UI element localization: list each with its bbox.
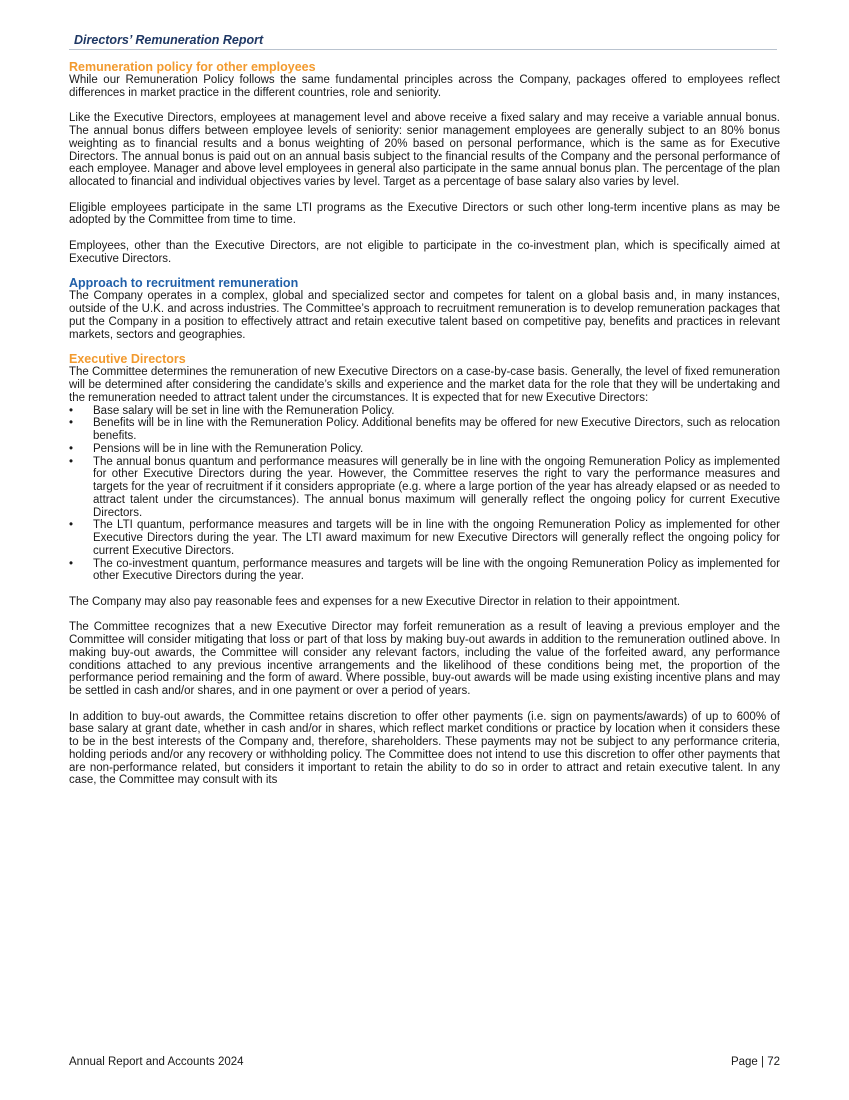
- heading-recruitment: Approach to recruitment remuneration: [69, 276, 299, 291]
- footer-report-name: Annual Report and Accounts 2024: [69, 1056, 244, 1068]
- paragraph: Eligible employees participate in the same LTI programs as the Executive Directors or such other long-term incentive plans as may be adopted by the Committee from time to time.: [69, 201, 780, 227]
- list-item: • Pensions will be in line with the Remuneration Policy.: [69, 442, 364, 455]
- list-item: • Benefits will be in line with the Remuneration Policy. Additional benefits may be offered for new Executive Directors, such as relocation benefits.: [69, 417, 780, 442]
- paragraph: The Company operates in a complex, global and specialized sector and competes for talent on a global basis and, in many instances, outside of the U.K. and across industries. The Committee’s approach to recruitment remuneration is to develop remuneration packages that put the Company in a position to effectively attract and retain executive talent based on competitive pay, benefits and practices in relevant markets, sectors and geographies.: [69, 290, 780, 341]
- paragraph: Like the Executive Directors, employees at management level and above receive a fixed salary and may receive a variable annual bonus. The annual bonus differs between employee levels of seniority: senior management employees are generally subject to an 80% bonus weighting as to financial results and a bonus weighting of 20% based on personal performance, which is the same as for Executive Directors. The annual bonus is paid out on an annual basis subject to the financial results of the Company and the personal performance of each employee. Manager and above level employees in general also participate in the same annual bonus plan. The percentage of the plan allocated to financial and individual objectives varies by level. Target as a percentage of base salary also varies by level.: [69, 112, 780, 188]
- page-number: Page | 72: [730, 1056, 780, 1068]
- bullet-icon: •: [69, 404, 74, 417]
- paragraph: While our Remuneration Policy follows the same fundamental principles across the Company, packages offered to employees reflect differences in market practice in the different countries, role and seniority.: [69, 74, 780, 99]
- page-header: [69, 32, 777, 50]
- bullet-icon: •: [69, 455, 74, 468]
- paragraph: The Committee recognizes that a new Executive Director may forfeit remuneration as a result of leaving a previous employer and the Committee will consider mitigating that loss or part of that loss by making buy-out awards in addition to the remuneration outlined above. In making buy-out awards, the Committee will consider any relevant factors, including the value of the forfeited award, any performance conditions attached to any previous incentive arrangements and the likelihood of these conditions being met, the proportion of the performance period remaining and the form of award. Where possible, buy-out awards will be made using existing incentive plans and may be settled in cash and/or shares, and in one payment or over a period of years.: [69, 621, 780, 697]
- paragraph: In addition to buy-out awards, the Committee retains discretion to offer other payments (i.e. sign on payments/awards) of up to 600% of base salary at grant date, whether in cash and/or in shares, which reflect market conditions or practice by location when it considers these to be in the best interests of the Company and, therefore, shareholders. These payments may not be subject to any performance criteria, holding periods and/or any recovery or withholding policy. The Committee does not intend to use this discretion to offer other payments that are non-performance related, but considers it important to retain the ability to do so in order to attract and retain executive talent. In any case, the Committee may consult with its: [69, 710, 780, 787]
- list-item: • Base salary will be set in line with the Remuneration Policy.: [69, 404, 395, 417]
- bullet-icon: •: [69, 417, 74, 430]
- heading-executive-directors: Executive Directors: [69, 352, 186, 367]
- heading-other-employees: Remuneration policy for other employees: [69, 60, 316, 74]
- bullet-icon: •: [69, 442, 74, 455]
- list-item: • The annual bonus quantum and performance measures will generally be in line with the ongoing Remuneration Policy as implemented for other Executive Directors during the year. However, the Committee reserves the right to vary the performance measures and targets for the year of recruitment if it considers appropriate (e.g. where a large portion of the year has already elapsed or as needed to attract talent under the circumstances). The annual bonus maximum will generally reflect the ongoing policy for current Executive Directors.: [69, 455, 780, 519]
- report-title: Directors’ Remuneration Report: [74, 33, 264, 47]
- paragraph: The Company may also pay reasonable fees and expenses for a new Executive Director in relation to their appointment.: [69, 595, 681, 608]
- paragraph: The Committee determines the remuneration of new Executive Directors on a case-by-case basis. Generally, the level of fixed remuneration will be determined after considering the candidate’s skills and experience and the market data for the role that they will be undertaking and the remuneration needed to attract talent under the circumstances. It is expected that for new Executive Directors:: [69, 366, 780, 404]
- paragraph: Employees, other than the Executive Directors, are not eligible to participate in the co-investment plan, which is specifically aimed at Executive Directors.: [69, 239, 780, 265]
- bullet-icon: •: [69, 557, 74, 570]
- page-body: [69, 60, 780, 787]
- bullet-icon: •: [69, 519, 74, 532]
- list-item: • The LTI quantum, performance measures and targets will be in line with the ongoing Remuneration Policy as implemented for other Executive Directors during the year. The LTI award maximum for new Executive Directors will generally reflect the ongoing policy for current Executive Directors.: [69, 519, 780, 557]
- list-item: • The co-investment quantum, performance measures and targets will be line with the ongoing Remuneration Policy as implemented for other Executive Directors during the year.: [69, 557, 780, 583]
- bullet-list: [69, 405, 780, 584]
